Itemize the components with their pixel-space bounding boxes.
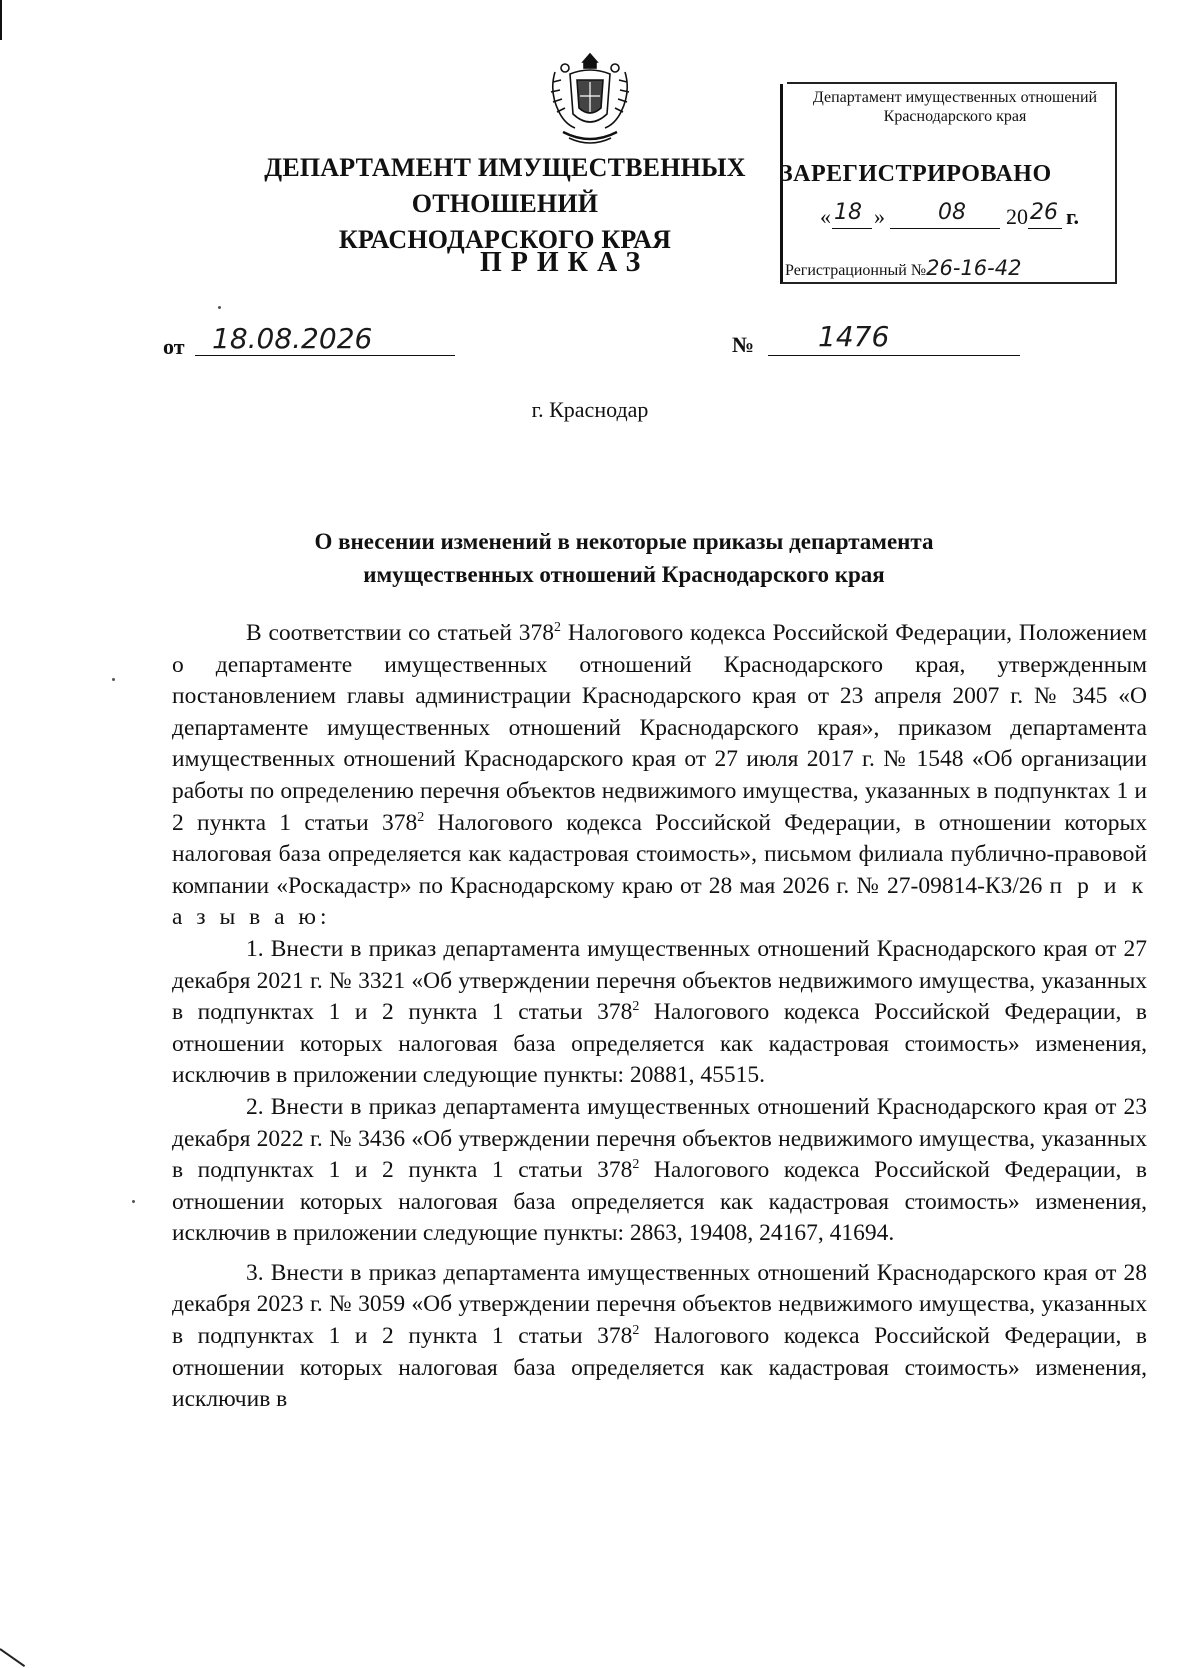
order-date-underline (195, 355, 455, 356)
order-date: 18.08.2026 (212, 322, 373, 355)
order-action-word: п р и к а з ы в а ю: (172, 872, 1147, 931)
stamp-status: ЗАРЕГИСТРИРОВАНО (780, 161, 1052, 187)
document-type-title: ПРИКАЗ (480, 247, 650, 278)
order-number-label: № (732, 332, 755, 357)
stamp-date-year-end: г. (1066, 204, 1080, 229)
order-number-underline (768, 355, 1020, 356)
order-item-1: 1. Внести в приказ департамента имущественных отношений Краснодарского края от 27 декабря 2021 г. № 3321 «Об утверждении перечня объектов недвижимого имущества, указанных в подпунктах 1 и 2 пункта 1 статьи $378^2$ Налогового кодекса Российской Федерации, в отношении которых налоговая база определяется как кадастровая стоимость» изменения, исключив в приложении следующие пункты: 20881, 45515. (172, 935, 1147, 1089)
department-line-2: КРАСНОДАРСКОГО КРАЯ (338, 225, 672, 254)
scan-edge-mark (0, 1648, 25, 1667)
document-body (172, 618, 1147, 1416)
preamble-paragraph: В соответствии со статьей $378^2$ Налогового кодекса Российской Федерации, Положением о департаменте имущественных отношений Краснодарского края, утвержденным постановлением главы администрации Краснодарского края от 23 апреля 2007 г. № 345 «О департаменте имущественных отношений Краснодарского края», приказом департамента имущественных отношений Краснодарского края от 27 июля 2017 г. № 1548 «Об организации работы по определению перечня объектов недвижимого имущества, указанных в подпунктах 1 и 2 пункта 1 статьи $378^2$ Налогового кодекса Российской Федерации, в отношении которых налоговая база определяется как кадастровая стоимость», письмом филиала публично-правовой компании «Роскадастр» по Краснодарскому краю от 28 мая 2026 г. № 27-09814-КЗ/26 п р и к а з ы в а ю: (172, 620, 1148, 931)
department-heading (240, 150, 770, 258)
scan-speck (218, 306, 221, 309)
order-number: 1476 (818, 320, 890, 353)
department-line-1: ДЕПАРТАМЕНТ ИМУЩЕСТВЕННЫХ ОТНОШЕНИЙ (264, 153, 746, 218)
stamp-department: Департамент имущественных отношений Краснодарского края (812, 89, 1098, 125)
stamp-date: « 18 » 08 20 26 г. (820, 200, 1080, 229)
coat-of-arms-emblem (545, 52, 635, 150)
document-title-line-1: О внесении изменений в некоторые приказы департамента (314, 529, 934, 554)
document-title (200, 525, 1048, 591)
stamp-registration-number (785, 256, 1021, 280)
stamp-regno-value: 26-16-42 (926, 256, 1022, 280)
order-item-3: 3. Внести в приказ департамента имущественных отношений Краснодарского края от 28 декабря 2023 г. № 3059 «Об утверждении перечня объектов недвижимого имущества, указанных в подпунктах 1 и 2 пункта 1 статьи $378^2$ Налогового кодекса Российской Федерации, в отношении которых налоговая база определяется как кадастровая стоимость» изменения, исключив в (172, 1259, 1147, 1413)
scan-edge-mark (0, 0, 2, 40)
city-line: г. Краснодар (531, 397, 649, 422)
stamp-regno-label: Регистрационный № (785, 262, 927, 279)
order-item-2: 2. Внести в приказ департамента имущественных отношений Краснодарского края от 23 декабря 2022 г. № 3436 «Об утверждении перечня объектов недвижимого имущества, указанных в подпунктах 1 и 2 пункта 1 статьи $378^2$ Налогового кодекса Российской Федерации, в отношении которых налоговая база определяется как кадастровая стоимость» изменения, исключив в приложении следующие пункты: 2863, 19408, 24167, 41694. (172, 1093, 1147, 1247)
scan-speck (132, 1200, 135, 1203)
order-date-label: от (163, 334, 185, 359)
document-title-line-2: имущественных отношений Краснодарского края (363, 562, 885, 587)
stamp-border-right (1115, 84, 1117, 284)
stamp-date-day: 18 (834, 200, 862, 225)
stamp-date-month: 08 (938, 200, 966, 225)
scan-speck (112, 678, 115, 681)
stamp-date-year-prefix: 20 (1006, 204, 1028, 229)
stamp-date-year: 26 (1030, 200, 1058, 225)
